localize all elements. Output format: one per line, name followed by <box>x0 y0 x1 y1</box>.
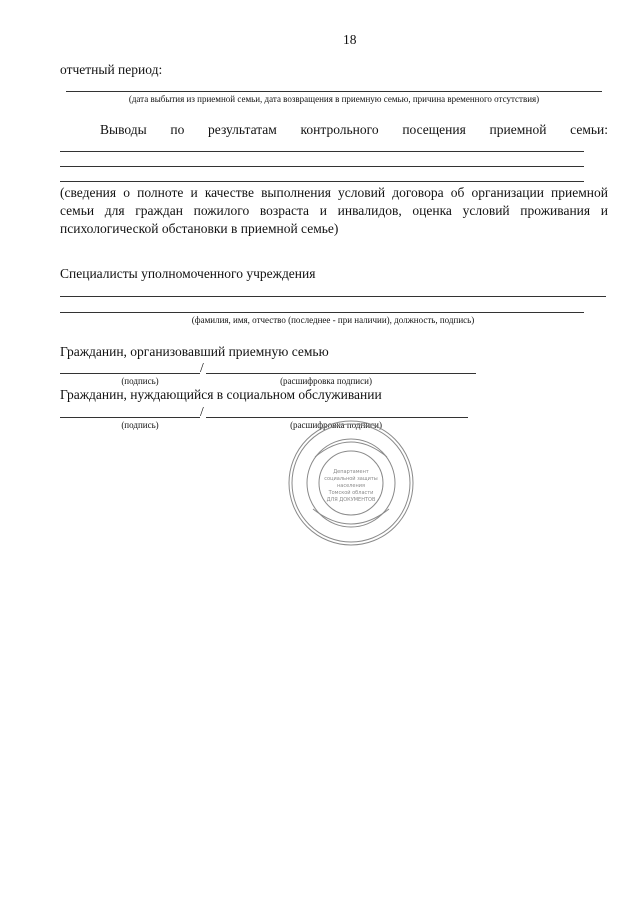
reporting-period-label: отчетный период: <box>60 62 163 77</box>
recipient-signature-line <box>60 417 200 418</box>
recipient-label: Гражданин, нуждающийся в социальном обслуживании <box>60 387 382 402</box>
seal-arc-mark <box>315 442 387 457</box>
official-seal <box>285 417 417 549</box>
conclusions-heading: Выводы по результатам контрольного посещения приемной семьи: <box>100 122 608 137</box>
conclusions-line-2 <box>60 166 584 167</box>
reporting-period-line <box>66 91 602 92</box>
specialists-caption: (фамилия, имя, отчество (последнее - при наличии), должность, подпись) <box>191 315 475 325</box>
seal-line-2: социальной защиты <box>324 476 378 482</box>
specialists-label: Специалисты уполномоченного учреждения <box>60 266 316 281</box>
conclusions-caption-line-1: (сведения о полноте и качестве выполнения условий договора об организации приемной <box>60 185 608 200</box>
recipient-signature-caption: (подпись) <box>121 420 159 430</box>
organizer-decoding-caption: (расшифровка подписи) <box>280 376 372 386</box>
specialists-line-1 <box>60 296 606 297</box>
organizer-label: Гражданин, организовавший приемную семью <box>60 344 329 359</box>
seal-line-1: Департамент <box>333 469 369 475</box>
recipient-decoding-caption: (расшифровка подписи) <box>290 420 382 430</box>
page-number: 18 <box>343 32 357 47</box>
conclusions-caption-line-2: семьи для граждан пожилого возраста и инвалидов, оценка условий проживания и <box>60 203 608 218</box>
seal-line-3: населения <box>337 483 365 489</box>
organizer-slash: / <box>200 360 204 375</box>
organizer-signature-caption: (подпись) <box>121 376 159 386</box>
organizer-decoding-line <box>206 373 476 374</box>
recipient-slash: / <box>200 404 204 419</box>
reporting-period-caption: (дата выбытия из приемной семьи, дата возвращения в приемную семью, причина временного отсутствия) <box>128 94 540 104</box>
specialists-line-2 <box>60 312 584 313</box>
seal-line-5: ДЛЯ ДОКУМЕНТОВ <box>326 497 376 503</box>
organizer-signature-line <box>60 373 200 374</box>
conclusions-line-3 <box>60 181 584 182</box>
seal-arc-mark-bottom <box>313 509 389 524</box>
conclusions-line-1 <box>60 151 584 152</box>
conclusions-caption-line-3: психологической обстановки в приемной семье) <box>60 221 339 236</box>
seal-line-4: Томской области <box>328 490 374 496</box>
